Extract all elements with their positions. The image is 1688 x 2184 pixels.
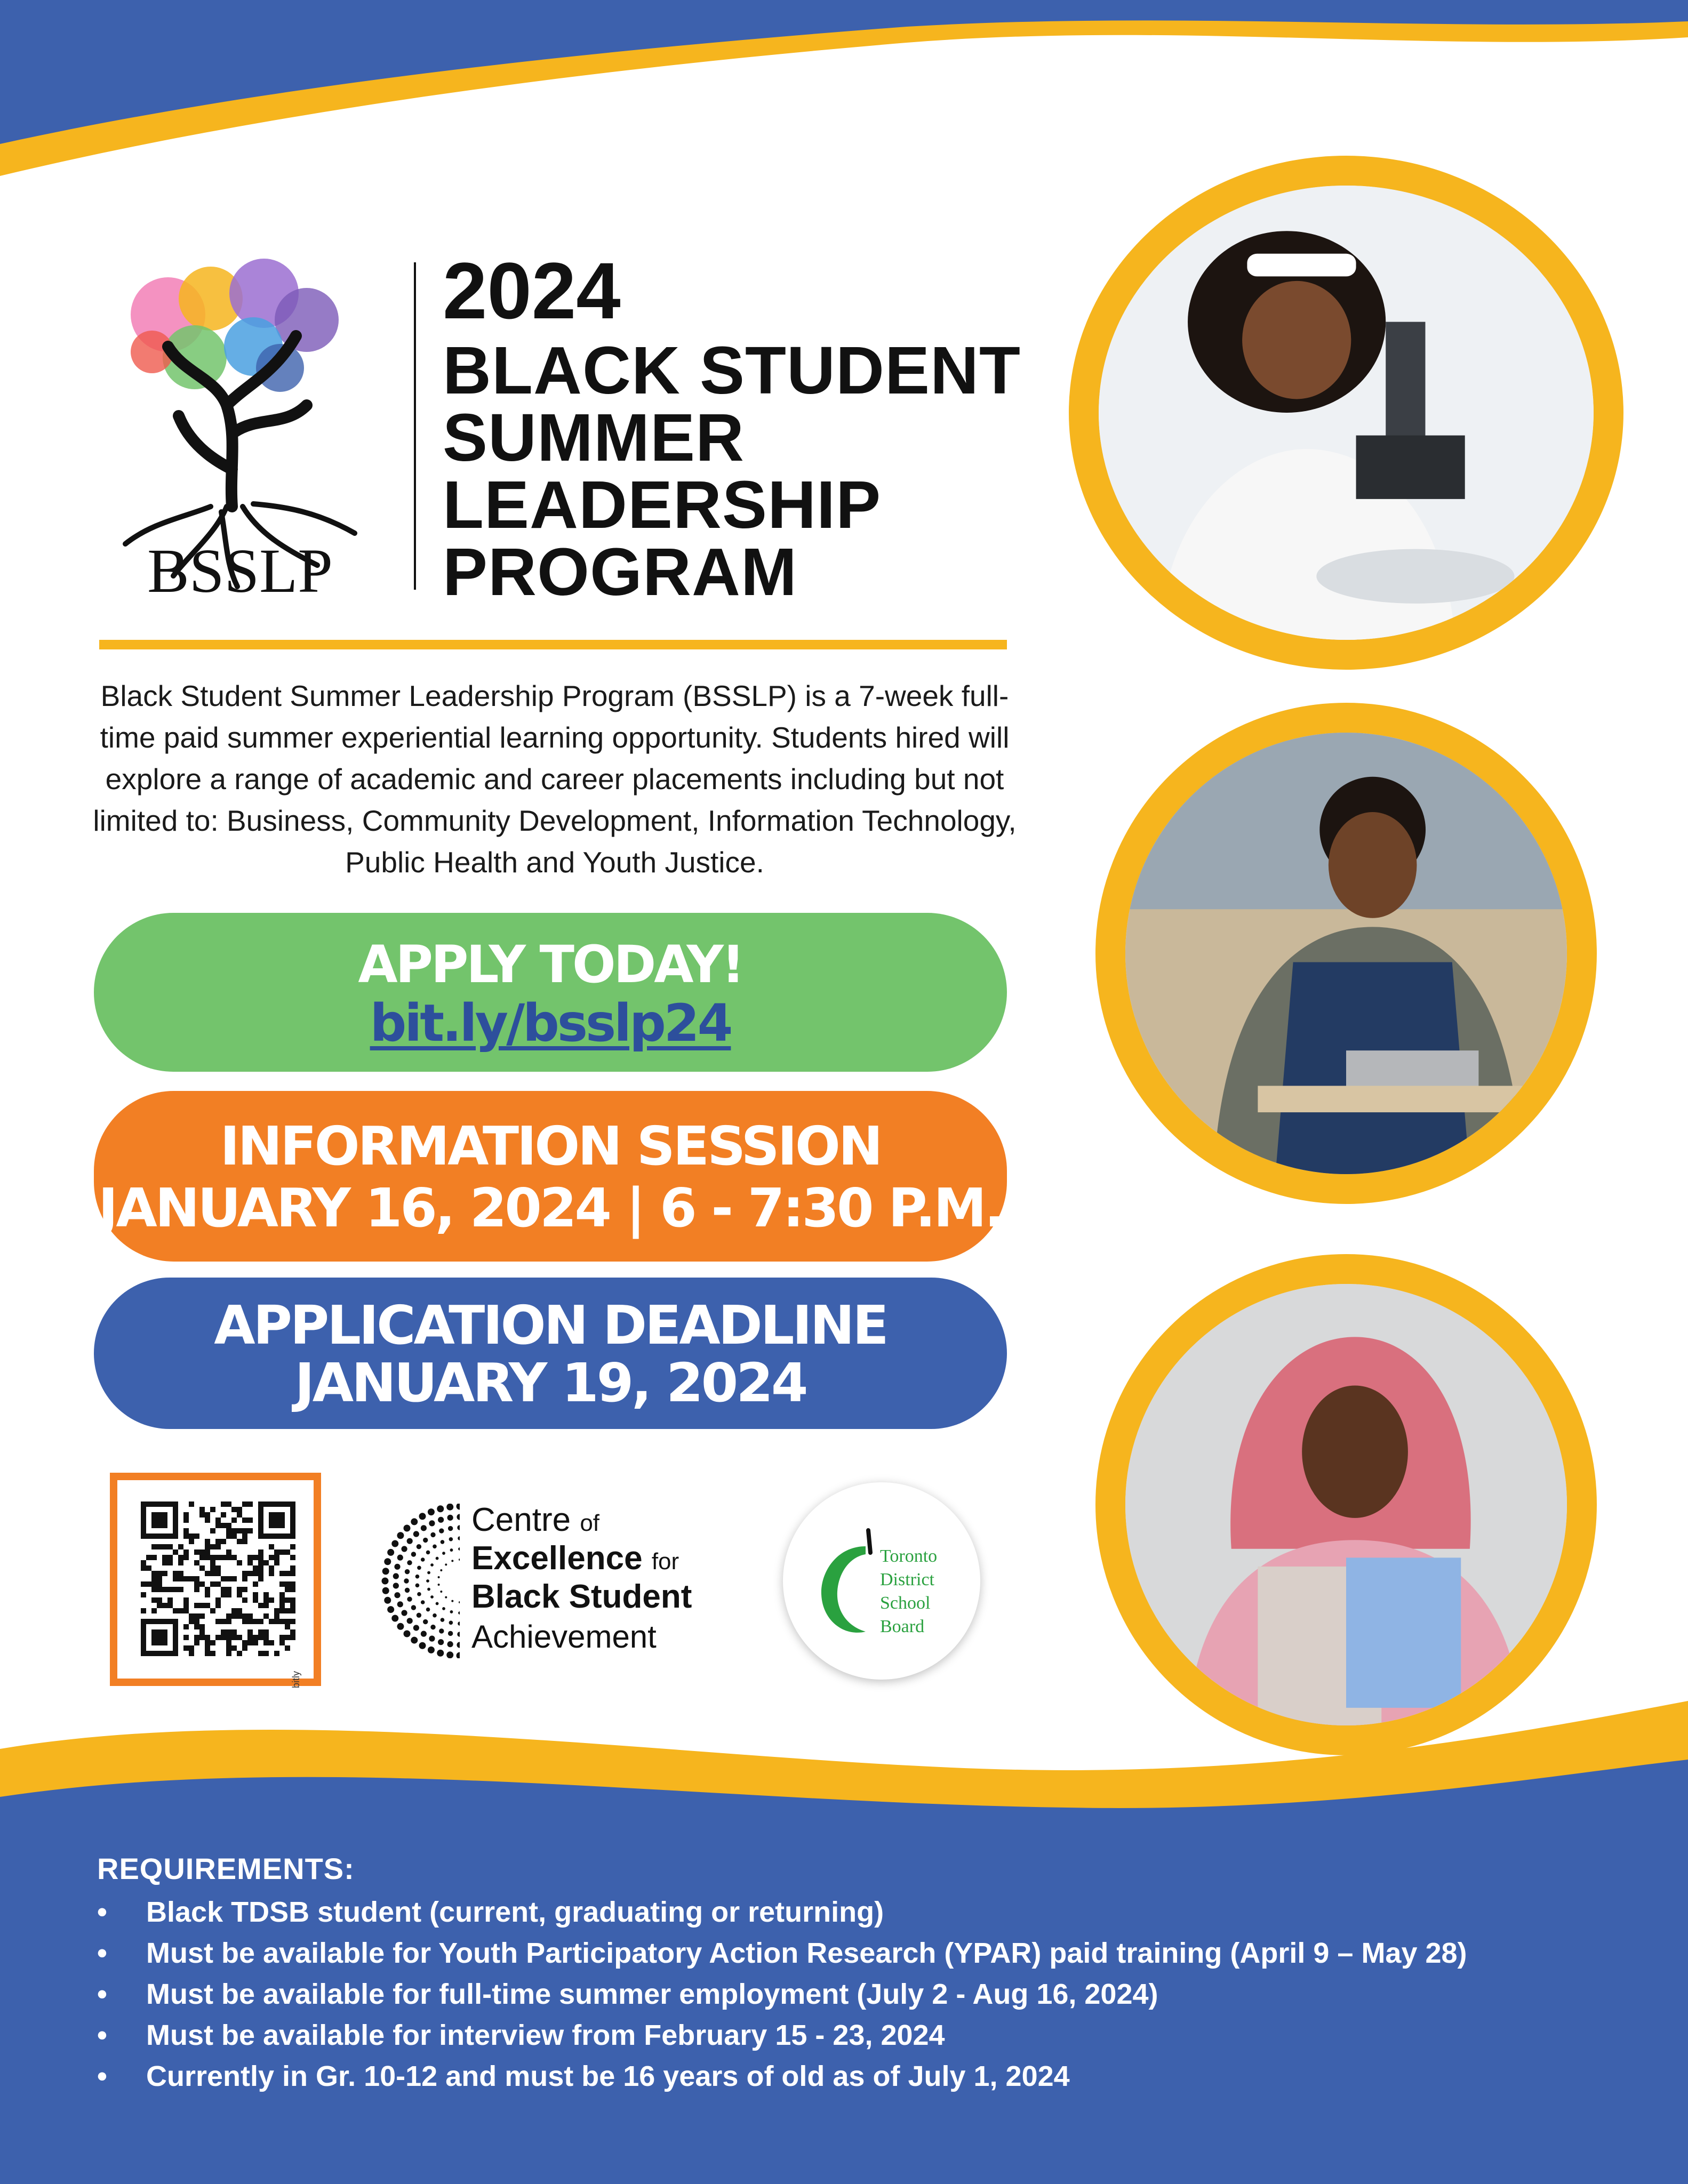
list-item: • Must be available for Youth Participatory Action Research (YPAR) paid training (April 9 – May 28) xyxy=(97,1937,1467,1969)
deadline-heading: APPLICATION DEADLINE xyxy=(214,1294,887,1356)
photo-student-woodwork xyxy=(1095,703,1597,1204)
qr-code-frame xyxy=(110,1473,321,1689)
title-divider xyxy=(414,262,416,590)
dotted-c-icon xyxy=(380,1504,460,1658)
info-session-banner xyxy=(94,1091,1007,1262)
apply-link[interactable]: bit.ly/bsslp24 xyxy=(370,993,731,1053)
requirements-heading: REQUIREMENTS: xyxy=(97,1852,355,1885)
list-item: • Must be available for interview from February 15 - 23, 2024 xyxy=(97,2019,945,2051)
qr-code-icon[interactable] xyxy=(141,1502,295,1656)
apple-icon xyxy=(815,1525,879,1637)
gold-divider xyxy=(99,640,1007,649)
deadline-banner xyxy=(94,1278,1007,1429)
title-line: LEADERSHIP xyxy=(443,467,882,542)
cebsa-line2: Excellence for xyxy=(471,1540,679,1577)
cebsa-line3: Black Student xyxy=(471,1578,692,1615)
title-year: 2024 xyxy=(443,246,621,335)
logo-wordmark: BSSLP xyxy=(147,536,333,597)
tdsb-word: School xyxy=(880,1593,931,1613)
list-item: • Must be available for full-time summer employment (July 2 - Aug 16, 2024) xyxy=(97,1978,1158,2010)
tdsb-word: District xyxy=(880,1570,934,1589)
apply-banner xyxy=(94,913,1007,1072)
title-line: PROGRAM xyxy=(443,534,797,609)
bsslp-logo xyxy=(104,256,376,597)
info-session-details: JANUARY 16, 2024 | 6 - 7:30 P.M. xyxy=(98,1177,1003,1239)
info-session-heading: INFORMATION SESSION xyxy=(220,1115,881,1177)
list-item: • Currently in Gr. 10-12 and must be 16 years of old as of July 1, 2024 xyxy=(97,2060,1070,2092)
photo-student-books xyxy=(1095,1254,1597,1755)
deadline-date: JANUARY 19, 2024 xyxy=(294,1352,806,1414)
program-description: Black Student Summer Leadership Program (BSSLP) is a 7-week full-time paid summer experiential learning opportunity. Students hired will explore a range of academic and career placements including but not limited to: Business, Community Development, Information Technology, Public Health and Youth Justice. xyxy=(93,679,1017,879)
cebsa-line4: Achievement xyxy=(471,1619,657,1655)
photo-student-microscope xyxy=(1069,156,1623,670)
requirements-list xyxy=(97,1892,1467,2097)
tdsb-word: Toronto xyxy=(880,1546,938,1566)
cebsa-line1: Centre of xyxy=(471,1502,600,1538)
tdsb-word: Board xyxy=(880,1617,925,1636)
title-line: BLACK STUDENT xyxy=(443,333,1021,408)
apply-heading: APPLY TODAY! xyxy=(358,935,743,994)
list-item: • Black TDSB student (current, graduating or returning) xyxy=(97,1896,884,1928)
qr-brand: bitly xyxy=(291,1671,301,1689)
title-line: SUMMER xyxy=(443,400,745,475)
tdsb-logo xyxy=(783,1482,980,1680)
